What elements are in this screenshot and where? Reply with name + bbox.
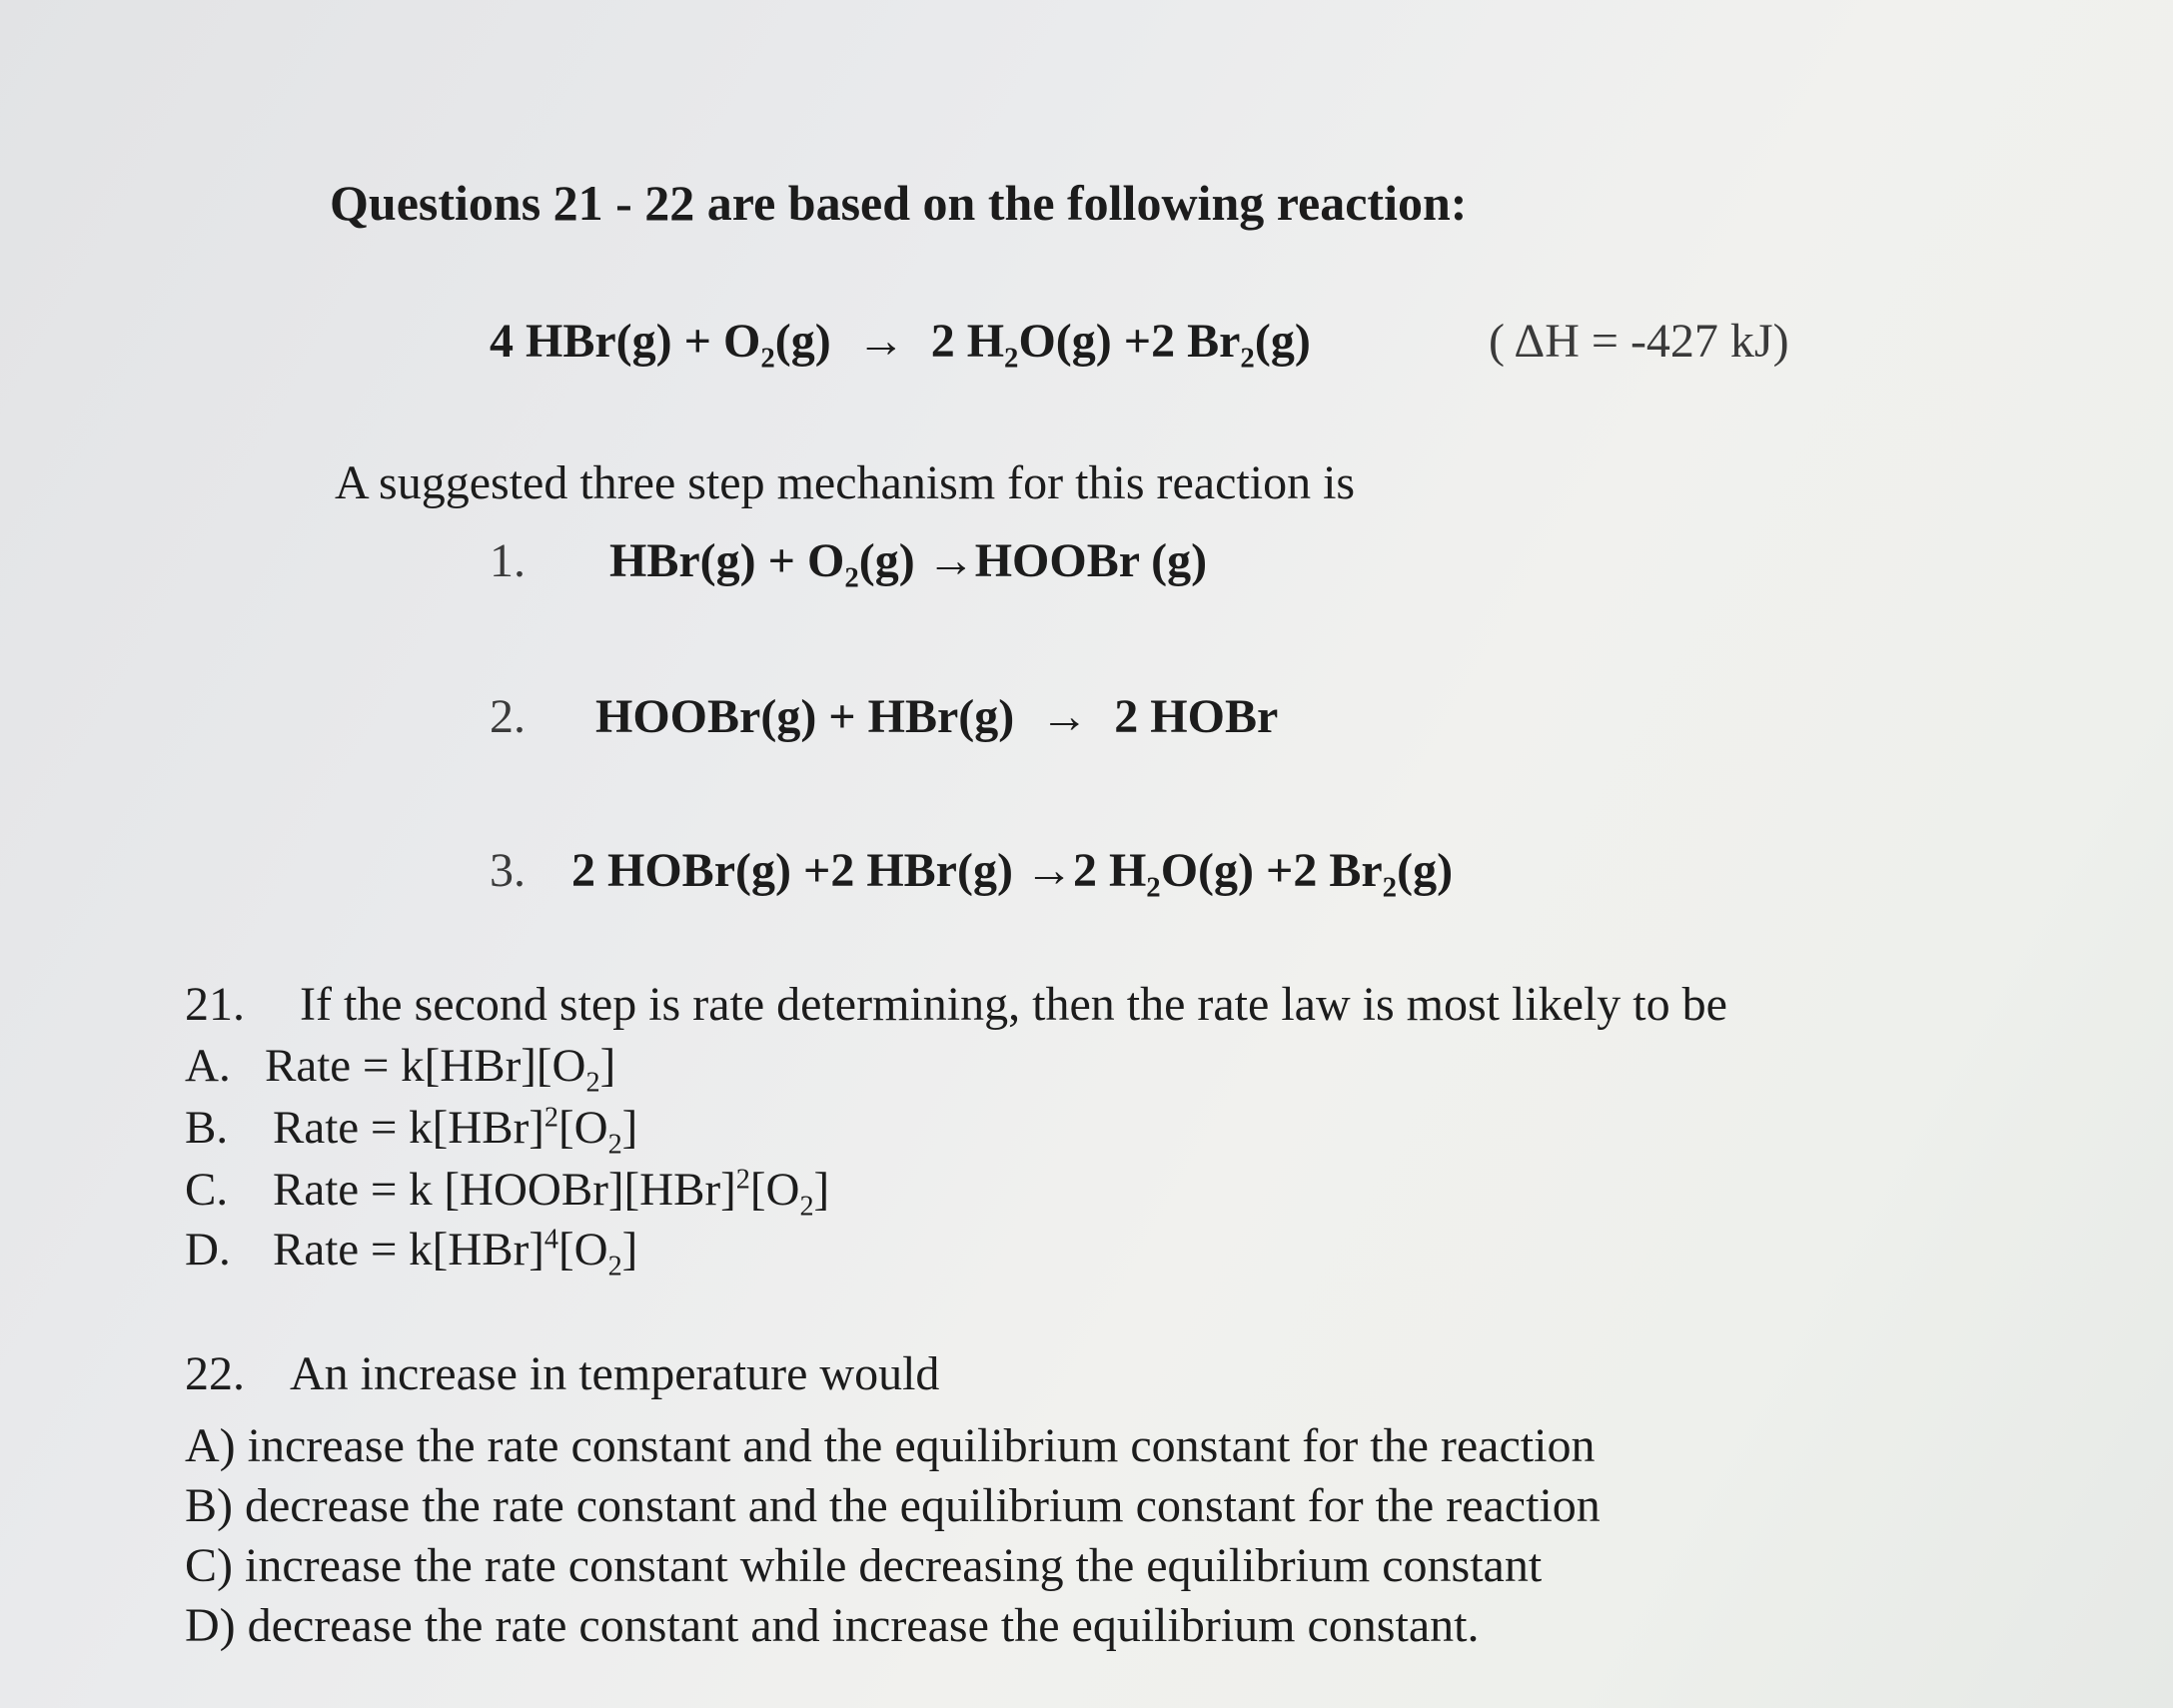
option-superscript: 2 [735,1164,750,1196]
option-text-tail: ] [599,1040,616,1092]
o2-subscript: 2 [844,561,859,594]
question-number-text: 21. [185,978,245,1031]
overall-reaction [490,315,1311,375]
step-1-number [490,534,526,587]
option-text-mid: [O [749,1164,800,1216]
step-3-product-a: 2 H [1072,844,1147,897]
question-21-prompt: If the second step is rate determining, then the rate law is most likely to be [300,978,1727,1031]
option-text: Rate = k [HOOBr][HBr] [273,1164,736,1216]
option-superscript: 4 [543,1224,558,1256]
question-21-text [300,978,1727,1031]
option-text-tail: ] [621,1102,638,1154]
step-3-product-b: O(g) +2 Br [1160,844,1383,897]
question-21-option-c [185,1164,830,1223]
question-21-option-b [185,1102,638,1161]
step-number-text: 3. [490,844,526,897]
step-3-equation [571,844,1454,904]
section-heading-text: Questions 21 - 22 are based on the following reaction: [330,175,1468,231]
section-heading [330,175,1468,231]
question-22-text [290,1347,940,1400]
question-22-number [185,1347,245,1400]
option-text: B) decrease the rate constant and the equilibrium constant for the reaction [185,1479,1601,1532]
option-superscript: 2 [543,1102,558,1134]
overall-reaction-left-tail: (g) [774,315,831,368]
enthalpy-text: ( ΔH = -427 kJ) [1489,315,1789,368]
question-number-text: 22. [185,1347,245,1400]
option-letter: A. [185,1040,231,1092]
enthalpy-change [1489,315,1789,368]
option-text: Rate = k[HBr] [273,1224,544,1276]
reaction-arrow-icon: → [856,315,905,368]
step-3-product-c: (g) [1397,844,1454,897]
h2o-subscript: 2 [1004,342,1019,375]
step-2-number [490,690,526,743]
step-number-text: 1. [490,534,526,587]
o2-subscript: 2 [760,342,775,375]
reaction-arrow-icon: → [926,534,975,587]
option-letter: C. [185,1164,229,1216]
option-text: C) increase the rate constant while decreasing the equilibrium constant [185,1539,1543,1592]
br2-subscript: 2 [1240,342,1255,375]
mechanism-intro-text: A suggested three step mechanism for this reaction is [335,456,1356,509]
option-text-tail: ] [813,1164,830,1216]
option-subscript: 2 [607,1129,622,1161]
h2o-subscript: 2 [1146,871,1161,904]
option-text: A) increase the rate constant and the equilibrium constant for the reaction [185,1419,1596,1472]
option-subscript: 2 [607,1251,622,1282]
option-text: Rate = k[HBr] [273,1102,544,1154]
step-3-number [490,844,526,897]
question-22-option-a [185,1419,1596,1472]
step-1-products: HOOBr (g) [974,534,1208,587]
step-3-reactants: 2 HOBr(g) +2 HBr(g) [571,844,1025,897]
step-2-products: 2 HOBr [1102,690,1279,743]
option-text-mid: [O [557,1224,608,1276]
question-22-option-b [185,1479,1601,1532]
option-text-mid: [O [557,1102,608,1154]
option-text: D) decrease the rate constant and increase the equilibrium constant. [185,1599,1480,1652]
step-number-text: 2. [490,690,526,743]
question-21-option-a [185,1040,616,1099]
reaction-arrow-icon: → [1024,844,1073,897]
question-21-number [185,978,245,1031]
option-letter: B. [185,1102,229,1154]
option-text: Rate = k[HBr][O [265,1040,586,1092]
reaction-arrow-icon: → [1040,690,1089,743]
step-1-state: (g) [858,534,927,587]
overall-reaction-right-a-tail: O(g) +2 Br [1018,315,1241,368]
br2-subscript: 2 [1382,871,1398,904]
overall-reaction-left: 4 HBr(g) + O [490,315,761,368]
option-text-tail: ] [621,1224,638,1276]
option-subscript: 2 [585,1067,600,1099]
step-2-reactants: HOOBr(g) + HBr(g) [595,690,1027,743]
question-21-option-d [185,1224,638,1282]
question-22-option-c [185,1539,1543,1592]
mechanism-intro [335,456,1356,509]
step-1-equation [609,534,1208,594]
option-subscript: 2 [799,1191,814,1223]
overall-reaction-right-b-tail: (g) [1254,315,1311,368]
question-22-prompt: An increase in temperature would [290,1347,940,1400]
step-2-equation [595,690,1279,743]
overall-reaction-right-a: 2 H [930,315,1005,368]
question-22-option-d [185,1599,1480,1652]
step-1-reactants: HBr(g) + O [609,534,845,587]
option-letter: D. [185,1224,231,1276]
